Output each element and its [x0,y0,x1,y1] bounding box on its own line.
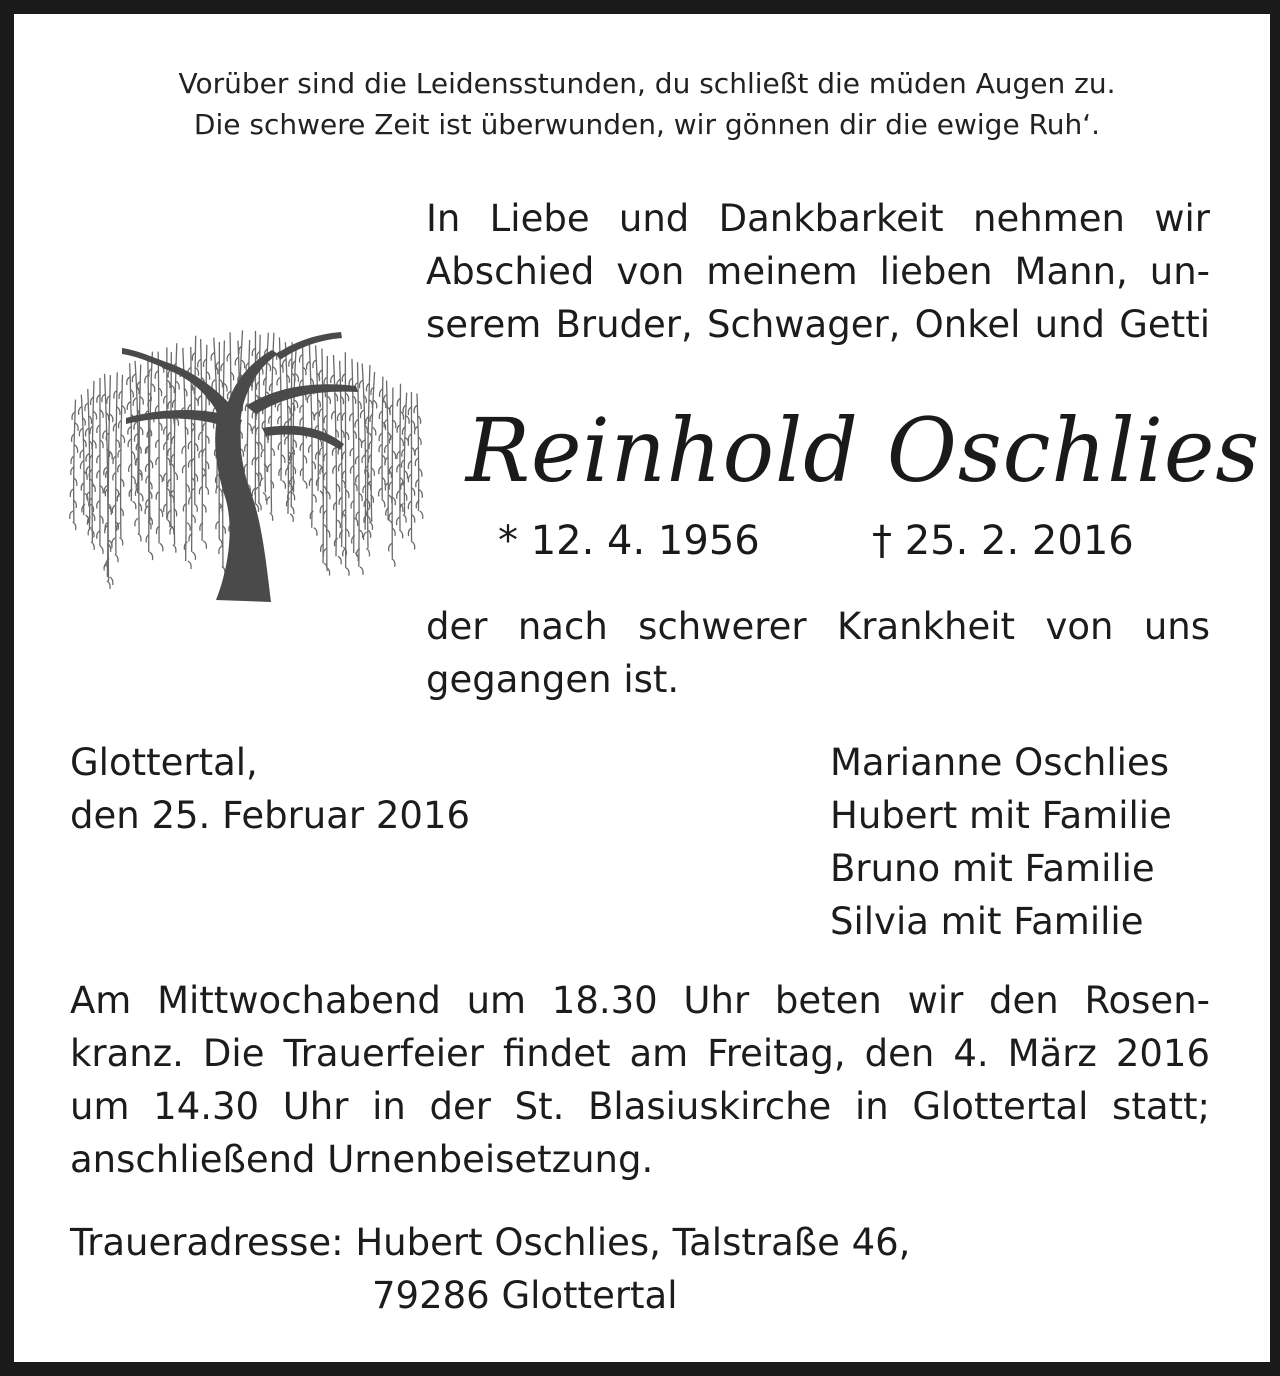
poem-line-1: Vorüber sind die Leidensstunden, du schließt die müden Augen zu. [178,67,1116,100]
mourner-2: Hubert mit Familie [830,794,1172,837]
service-line-2: kranz. Die Trauerfeier findet am Freitag, den 4. März 2016 [70,1032,1210,1075]
mourner-4: Silvia mit Familie [830,900,1144,943]
intro-line-1: In Liebe und Dankbarkeit nehmen wir [426,197,1210,240]
service-text [70,974,1210,1186]
place-line-1: Glottertal, [70,741,258,784]
after-text [426,600,1210,706]
deceased-name: Reinhold Oschlies [465,399,1261,502]
death-date: † 25. 2. 2016 [872,518,1134,564]
service-line-1: Am Mittwochabend um 18.30 Uhr beten wir den Rosen- [70,979,1210,1022]
mourners-list [830,736,1172,948]
poem-line-2: Die schwere Zeit ist überwunden, wir gönnen dir die ewige Ruh‘. [193,108,1101,141]
address-line-2: 79286 Glottertal [372,1274,678,1317]
mourner-3: Bruno mit Familie [830,847,1155,890]
after-line-2: gegangen ist. [426,658,680,701]
intro-line-2: Abschied von meinem lieben Mann, un- [426,250,1210,293]
intro-line-3: serem Bruder, Schwager, Onkel und Getti [426,303,1210,346]
after-line-1: der nach schwerer Krankheit von uns [426,605,1210,648]
intro-text [426,192,1210,351]
birth-date: * 12. 4. 1956 [498,518,760,564]
address-line-1: Traueradresse: Hubert Oschlies, Talstraße 46, [70,1221,911,1264]
willow-tree-icon [66,310,426,610]
mourner-1: Marianne Oschlies [830,741,1169,784]
place-date [70,736,470,842]
service-line-3: um 14.30 Uhr in der St. Blasiuskirche in Glottertal statt; [70,1085,1210,1128]
service-line-4: anschließend Urnenbeisetzung. [70,1138,654,1181]
place-line-2: den 25. Februar 2016 [70,794,471,837]
